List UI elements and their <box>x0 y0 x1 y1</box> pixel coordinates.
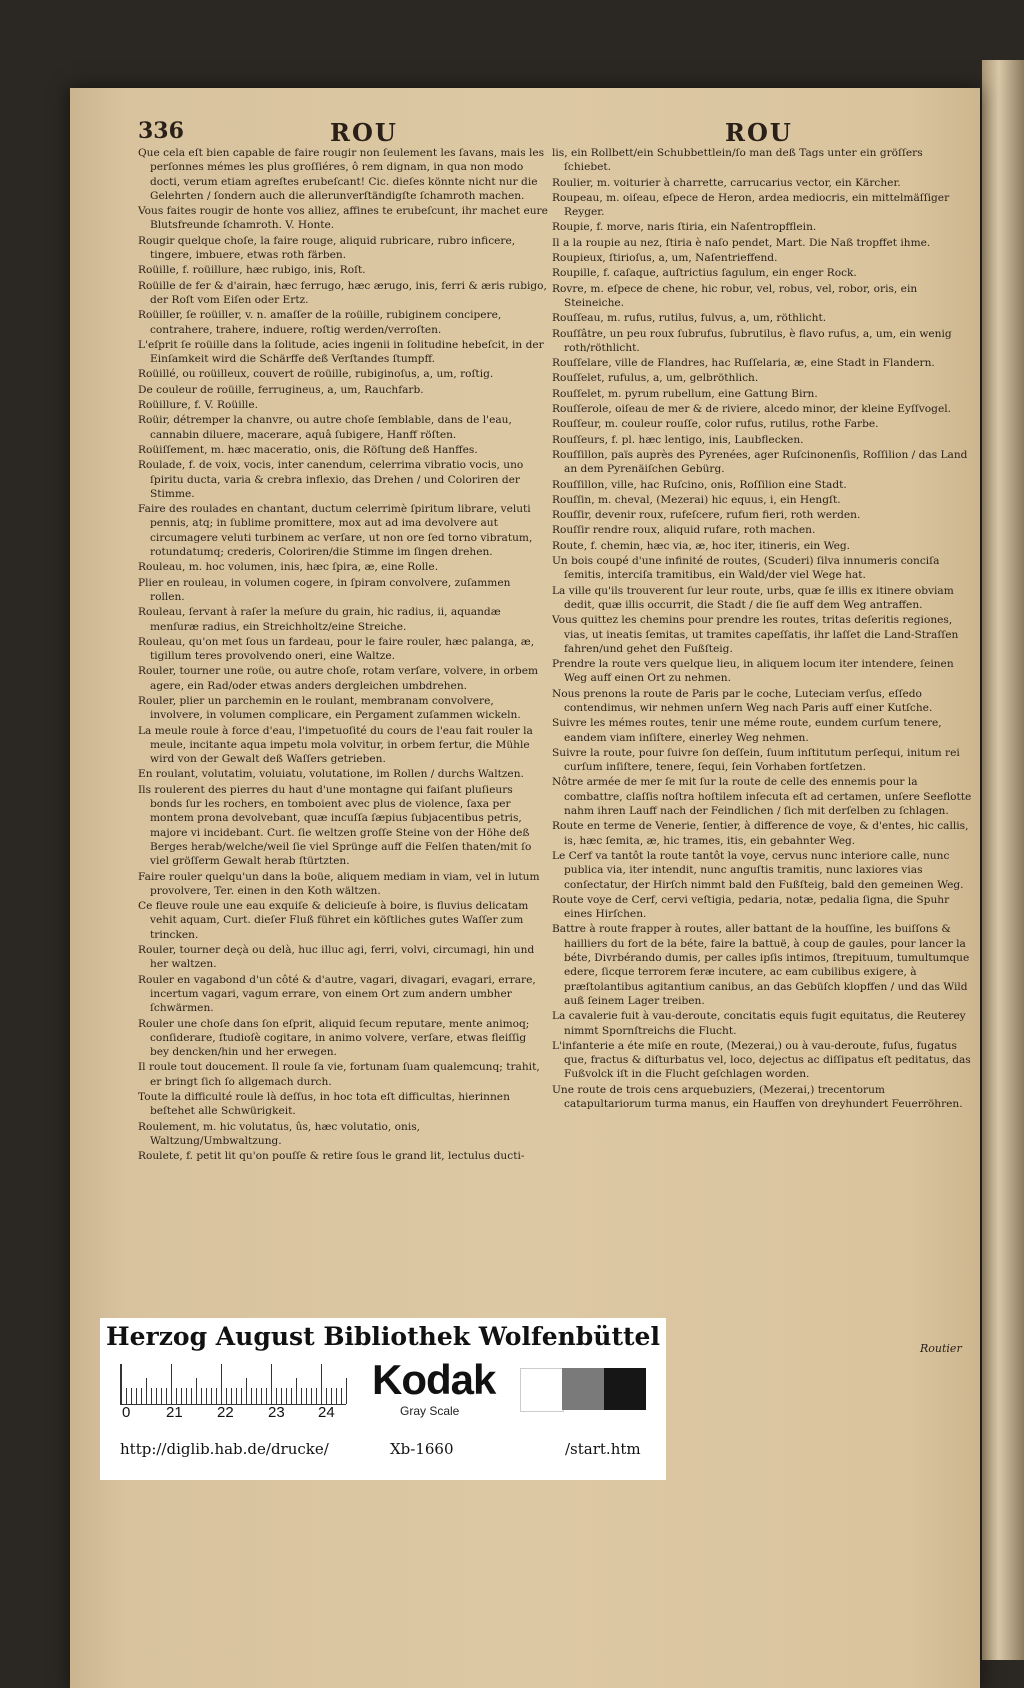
ruler-number: 24 <box>318 1404 335 1421</box>
ruler-tick <box>261 1388 262 1404</box>
ruler-tick <box>151 1388 152 1404</box>
dictionary-entry: Roupeau, m. oiſeau, eſpece de Heron, ardea mediocris, ein mittelmäſſiger Reyger. <box>552 191 950 219</box>
dictionary-entry: Vous quittez les chemins pour prendre les routes, tritas deſeritis regiones, vias, ut ineatis ſemitas, ut tramites capeſſatis, ihr laſſet die Land-Straſſen fahren/und gehet den Fußſteig. <box>552 614 959 655</box>
library-title: Herzog August Bibliothek Wolfenbüttel <box>106 1322 660 1351</box>
ruler-tick <box>336 1388 337 1404</box>
dictionary-entry: Rouleau, ſervant à raſer la meſure du grain, hic radius, ii, aquandæ menſuræ radius, ein Streichholtz/eine Streiche. <box>138 606 501 633</box>
dictionary-entry: Rovre, m. eſpece de chene, hic robur, vel, robus, vel, robor, oris, ein Steineiche. <box>552 282 918 309</box>
dictionary-entry: Rouſſeur, m. couleur rouſſe, color rufus, rutilus, rothe Farbe. <box>552 418 879 431</box>
catchword: Routier <box>920 1342 962 1355</box>
dictionary-entry: Roüir, détremper la chanvre, ou autre choſe ſemblable, dans de l'eau, cannabin diluere, macerare, aquâ ſubigere, Hanff röſten. <box>138 414 512 441</box>
dictionary-entry: Rouler, plier un parchemin en le roulant, membranam convolvere, involvere, in volumen complicare, ein Pergament zuſammen wickeln. <box>138 694 521 722</box>
dictionary-entry: Prendre la route vers quelque lieu, in aliquem locum iter intendere, ſeinen Weg auff einen Ort zu nehmen. <box>552 658 954 685</box>
ruler-number: 22 <box>217 1404 234 1421</box>
page-edge <box>982 60 1024 1660</box>
ruler-number: 23 <box>268 1404 285 1421</box>
dictionary-entry: La meule roule à force d'eau, l'impetuoſité du cours de l'eau fait rouler la meule, incitante aqua impetu mola volvitur, in orbem fertur, die Mühle wird von der Gewalt deß Waſſers getrieben. <box>138 724 533 766</box>
ruler-tick <box>166 1388 167 1404</box>
dictionary-entry: Rouſſeau, m. rufus, rutilus, fulvus, a, um, röthlicht. <box>552 312 827 325</box>
dictionary-entry: Roulier, m. voiturier à charrette, carrucarius vector, ein Kärcher. <box>552 176 901 189</box>
dictionary-entry: Roüille de fer & d'airain, hæc ferrugo, hæc ærugo, inis, ferri & æris rubigo, der Roſt vom Eiſen oder Ertz. <box>138 279 547 306</box>
ruler-tick <box>291 1388 292 1404</box>
dictionary-entry: Route en terme de Venerie, ſentier, à difference de voye, & d'entes, hic callis, is, hæc ſemita, æ, hic trames, itis, ein gebahnter Weg. <box>552 820 969 847</box>
ruler-tick <box>266 1388 267 1404</box>
dictionary-entry: Rouler, tourner une roüe, ou autre choſe, rotam verſare, volvere, in orbem agere, ein Rad/oder etwas anders dergleichen umbdrehen. <box>138 665 539 692</box>
ruler-tick <box>276 1388 277 1404</box>
ruler-tick <box>141 1388 142 1404</box>
kodak-logo: Kodak <box>372 1356 496 1403</box>
dictionary-entry: Roüillé, ou roüilleux, couvert de roüille, rubiginoſus, a, um, roſtig. <box>138 368 494 381</box>
ruler-tick <box>136 1388 137 1404</box>
dictionary-entry: Ils roulerent des pierres du haut d'une montagne qui faiſant pluſieurs bonds ſur les rochers, en tomboient avec plus de violence, ſaxa per montem prona devolvebant, quæ incuſſa ſæpius ſubjacentibus petris, majore vi incidebant. Curt. ſie weltzen groſſe Steine von der Höhe deß Berges herab/welche/weil ſie viel Sprünge auff die Felſen thaten/mit ſo viel gröſſerm Gewalt herab ſtürtzten. <box>138 783 532 868</box>
dictionary-entry: Rouſſeurs, f. pl. hæc lentigo, inis, Laubflecken. <box>552 433 804 446</box>
gray-scale-label: Gray Scale <box>400 1404 460 1418</box>
ruler-tick <box>316 1388 317 1404</box>
dictionary-entry: Rouleau, m. hoc volumen, inis, hæc ſpira, æ, eine Rolle. <box>138 561 439 574</box>
dictionary-entry: Rouſſin, m. cheval, (Mezerai) hic equus, i, ein Hengſt. <box>552 493 841 506</box>
running-head-left: ROU <box>330 118 398 147</box>
ruler-tick <box>156 1388 157 1404</box>
dictionary-entry: Rouſſillon, ville, hac Ruſcino, onis, Roſſilion eine Stadt. <box>552 478 847 491</box>
ruler-tick <box>126 1388 127 1404</box>
ruler-tick <box>306 1388 307 1404</box>
dictionary-entry: Roüillure, f. V. Roüille. <box>138 399 259 412</box>
dictionary-entry: Roulete, f. petit lit qu'on pouſſe & retire ſous le grand lit, lectulus ducti- <box>138 1150 525 1163</box>
dictionary-entry: Rouſſir, devenir roux, rufeſcere, rufum fieri, roth werden. <box>552 509 861 522</box>
ruler-tick <box>246 1378 247 1404</box>
ruler-tick <box>211 1388 212 1404</box>
dictionary-entry: Il a la roupie au nez, ſtiria è naſo pendet, Mart. Die Naß tropffet ihme. <box>552 236 931 249</box>
dictionary-entry: Faire des roulades en chantant, ductum celerrimè ſpiritum librare, veluti pennis, atq; in ſublime promittere, mox aut ad ima devolvere aut circumagere veluti turbinem ac verſare, ut non ore ſed torno vibratum, rotundatumq; crederis, Coloriren/die Stimme im ſingen drehen. <box>138 503 533 559</box>
dictionary-entry: Rouſſerole, oiſeau de mer & de riviere, alcedo minor, der kleine Eyſſvogel. <box>552 403 951 416</box>
dictionary-entry: Toute la difficulté roule là deſſus, in hoc tota eſt difficultas, hierinnen beſtehet alle Schwürigkeit. <box>138 1091 510 1118</box>
ruler-tick <box>196 1378 197 1404</box>
ruler-tick <box>146 1378 147 1404</box>
ruler-tick <box>121 1364 122 1404</box>
ruler-tick <box>221 1364 222 1404</box>
dictionary-entry: Il roule tout doucement. Il roule ſa vie, fortunam ſuam qualemcunq; trahit, er bringt ſich ſo allgemach durch. <box>138 1061 540 1088</box>
running-head-right: ROU <box>725 118 793 147</box>
gray-swatch-black <box>604 1368 646 1410</box>
dictionary-entry: Nôtre armée de mer ſe mit ſur la route de celle des ennemis pour la combattre, claſſis noſtra hoſtilem inſecuta eſt ad certamen, unſere Seeflotte nahm ihren Lauff nach der Feindlichen / ſich mit derſelben zu ſchlagen. <box>552 776 972 818</box>
ruler-tick <box>256 1388 257 1404</box>
dictionary-entry: Battre à route frapper à routes, aller battant de la houſſine, les buiſſons & hailliers du fort de la béte, faire la battuë, à coup de gaules, pour lancer la béte, Divrbérando dumis, per calles ipſis intimos, ſtrepituum, tumultumque edere, ſicque terrorem feræ incutere, ac eam cubilibus exigere, à præſtolantibus agitantium canibus, an das Gebüſch klopffen / und das Wild auß ſeinem Lager treiben. <box>552 923 970 1007</box>
gray-swatch-mid <box>562 1368 604 1410</box>
ruler-tick <box>181 1388 182 1404</box>
dictionary-entry: Roüiller, ſe roüiller, v. n. amaſſer de la roüille, rubiginem concipere, contrahere, trahere, induere, roſtig werden/verroſten. <box>138 309 502 336</box>
ruler-number: 0 <box>122 1404 131 1421</box>
dictionary-entry: Nous prenons la route de Paris par le coche, Luteciam verſus, eſſedo contendimus, wir nehmen unſern Weg nach Paris auff einer Kutſche. <box>552 687 933 714</box>
dictionary-entry: lis, ein Rollbett/ein Schubbettlein/ſo man deß Tags unter ein gröſſers ſchiebet. <box>552 147 923 174</box>
dictionary-entry: L'eſprit ſe roüille dans la ſolitude, acies ingenii in ſolitudine hebeſcit, in der Einſamkeit wird die Schärffe deß Verſtandes ſtumpff. <box>138 338 544 366</box>
dictionary-entry: Rouſſelare, ville de Flandres, hac Ruſſelaria, æ, eine Stadt in Flandern. <box>552 357 935 370</box>
dictionary-entry: Rouſſillon, païs auprès des Pyrenées, ager Ruſcinonenſis, Roſſilion / das Land an dem Pyrenäiſchen Gebürg. <box>552 448 968 476</box>
dictionary-entry: Roüille, f. roüillure, hæc rubigo, inis, Roſt. <box>138 264 366 277</box>
ruler-tick <box>251 1388 252 1404</box>
dictionary-entry: Roulade, f. de voix, vocis, inter canendum, celerrima vibratio vocis, uno ſpiritu ducta, varia & crebra inflexio, das Drehen / und Coloriren der Stimme. <box>138 459 524 500</box>
ruler-number: 21 <box>166 1404 183 1421</box>
ruler-tick <box>241 1388 242 1404</box>
ruler-tick <box>176 1388 177 1404</box>
dictionary-entry: Rouler, tourner deçà ou delà, huc illuc agi, ferri, volvi, circumagi, hin und her waltzen. <box>138 944 535 971</box>
ruler-tick <box>236 1388 237 1404</box>
ruler-tick <box>346 1378 347 1404</box>
ruler-tick <box>281 1388 282 1404</box>
dictionary-entry: Une route de trois cens arquebuziers, (Mezerai,) trecentorum catapultariorum turma manus, ein Hauffen von dreyhundert Feuerröhren. <box>552 1083 963 1110</box>
dictionary-entry: La ville qu'ils trouverent ſur leur route, urbs, quæ ſe illis ex itinere obviam dedit, quæ illis occurrit, die Stadt / die ſie auff dem Weg antraffen. <box>552 584 954 611</box>
dictionary-entry: Route voye de Cerf, cervi veſtigia, pedaria, notæ, pedalia ſigna, die Spuhr eines Hirſchen. <box>552 893 950 921</box>
dictionary-entry: Le Cerf va tantôt la route tantôt la voye, cervus nunc interiore calle, nunc publica via, iter intendit, nunc anguſtis tramitis, nunc laxiores vias conſectatur, der Hirſch nimmt bald den Fußſteig, bald den gemeinen Weg. <box>552 849 964 891</box>
dictionary-entry: Roupie, f. morve, naris ſtiria, ein Naſentropfflein. <box>552 221 817 234</box>
ruler-tick <box>171 1364 172 1404</box>
dictionary-entry: Que cela eſt bien capable de faire rougir non ſeulement les ſavans, mais les perſonnes mémes les plus groſſiéres, ô rem dignam, in qua non modo docti, verum etiam agreſtes erubeſcant! Cic. dieſes könnte nicht nur die Gelehrten / ſondern auch die allerunverſtändigſte ſchamroth machen. <box>138 147 545 202</box>
ruler-tick <box>201 1388 202 1404</box>
dictionary-entry: Ce fleuve roule une eau exquiſe & delicieuſe à boire, is fluvius delicatam vehit aquam, Curt. dieſer Fluß führet ein köſtliches gutes Waſſer zum trincken. <box>138 900 529 941</box>
ruler-tick <box>186 1388 187 1404</box>
shelfmark: Xb-1660 <box>390 1440 454 1458</box>
dictionary-entry: Suivre les mémes routes, tenir une méme route, eundem curſum tenere, eandem viam inſiſtere, einerley Weg nehmen. <box>552 717 942 744</box>
url-text: http://diglib.hab.de/drucke/ <box>120 1440 329 1458</box>
ruler-tick <box>331 1388 332 1404</box>
dictionary-entry: Rouleau, qu'on met ſous un fardeau, pour le faire rouler, hæc palanga, æ, tigillum teres provolvendo oneri, eine Waltze. <box>138 635 535 663</box>
dictionary-entry: Roulement, m. hic volutatus, ûs, hæc volutatio, onis, Waltzung/Umbwaltzung. <box>138 1120 421 1147</box>
dictionary-entry: Rouler en vagabond d'un côté & d'autre, vagari, divagari, evagari, errare, incertum vagari, vagum errare, von einem Ort zum andern umbher ſchwärmen. <box>138 973 536 1015</box>
ruler-tick <box>271 1364 272 1404</box>
ruler-tick <box>131 1388 132 1404</box>
dictionary-entry: Un bois coupé d'une infinité de routes, (Scuderi) ſilva innumeris conciſa ſemitis, interciſa tramitibus, ein Wald/der viel Wege hat. <box>552 555 940 582</box>
start-link: /start.htm <box>565 1440 641 1458</box>
dictionary-entry: Rouſſelet, rufulus, a, um, gelbröthlich. <box>552 372 759 385</box>
ruler-tick <box>231 1388 232 1404</box>
ruler-tick <box>301 1388 302 1404</box>
ruler-scale <box>120 1364 346 1405</box>
left-column <box>138 146 548 1164</box>
dictionary-entry: Rouſſir rendre roux, aliquid rufare, roth machen. <box>552 524 816 537</box>
ruler-tick <box>226 1388 227 1404</box>
dictionary-entry: De couleur de roüille, ferrugineus, a, um, Rauchfarb. <box>138 383 424 396</box>
ruler-tick <box>191 1388 192 1404</box>
right-column <box>552 146 972 1112</box>
dictionary-entry: L'infanterie a éte miſe en route, (Mezerai,) ou à vau-deroute, fuſus, fugatus que, fractus & diſturbatus vel, loco, dejectus ac diſſipatus eſt peditatus, das Fußvolck iſt in die Flucht geſchlagen worden. <box>552 1039 971 1081</box>
dictionary-entry: Suivre la route, pour ſuivre ſon deſſein, ſuum inſtitutum perſequi, initum rei curſum inſiſtere, tenere, ſequi, ſein Vorhaben fortſetzen. <box>552 746 960 774</box>
dictionary-entry: Rougir quelque choſe, la faire rouge, aliquid rubricare, rubro inficere, tingere, imbuere, etwas roth färben. <box>138 234 516 262</box>
ruler-tick <box>321 1364 322 1404</box>
dictionary-entry: Vous faites rougir de honte vos alliez, affines te erubeſcunt, ihr machet eure Blutsfreunde ſchamroth. V. Honte. <box>138 205 548 232</box>
ruler-tick <box>341 1388 342 1404</box>
dictionary-entry: Rouſſâtre, un peu roux ſubrufus, ſubrutilus, è flavo rufus, a, um, ein wenig roth/röthlicht. <box>552 327 952 354</box>
dictionary-entry: Route, f. chemin, hæc via, æ, hoc iter, itineris, ein Weg. <box>552 539 851 552</box>
ruler-tick <box>326 1388 327 1404</box>
dictionary-entry: Rouſſelet, m. pyrum rubellum, eine Gattung Birn. <box>552 387 818 400</box>
ruler-tick <box>206 1388 207 1404</box>
ruler-tick <box>216 1388 217 1404</box>
ruler-tick <box>286 1388 287 1404</box>
dictionary-entry: Faire rouler quelqu'un dans la boüe, aliquem mediam in viam, vel in lutum provolvere, Ter. einen in den Koth wältzen. <box>138 870 540 897</box>
ruler-tick <box>296 1378 297 1404</box>
ruler-tick <box>311 1388 312 1404</box>
dictionary-entry: Roupieux, ſtirioſus, a, um, Naſentrieffend. <box>552 252 778 265</box>
gray-swatch-white <box>520 1368 564 1412</box>
dictionary-entry: La cavalerie fuit à vau-deroute, concitatis equis fugit equitatus, die Reuterey nimmt Spornſtreichs die Flucht. <box>552 1010 966 1037</box>
page-number: 336 <box>138 118 184 144</box>
dictionary-entry: Roupille, f. caſaque, auſtrictius ſagulum, ein enger Rock. <box>552 267 857 280</box>
dictionary-entry: Plier en rouleau, in volumen cogere, in ſpiram convolvere, zuſammen rollen. <box>138 576 511 603</box>
dictionary-entry: Rouler une choſe dans ſon eſprit, aliquid ſecum reputare, mente animoq; conſiderare, ſtudioſè cogitare, in animo volvere, verſare, etwas fleiſſig bey dencken/hin und her erwegen. <box>138 1017 530 1059</box>
dictionary-entry: En roulant, volutatim, voluiatu, volutatione, im Rollen / durchs Waltzen. <box>138 768 524 781</box>
ruler-tick <box>161 1388 162 1404</box>
dictionary-entry: Roüiſſement, m. hæc maceratio, onis, die Röſtung deß Hanffes. <box>138 443 478 456</box>
color-target-card <box>100 1318 666 1480</box>
